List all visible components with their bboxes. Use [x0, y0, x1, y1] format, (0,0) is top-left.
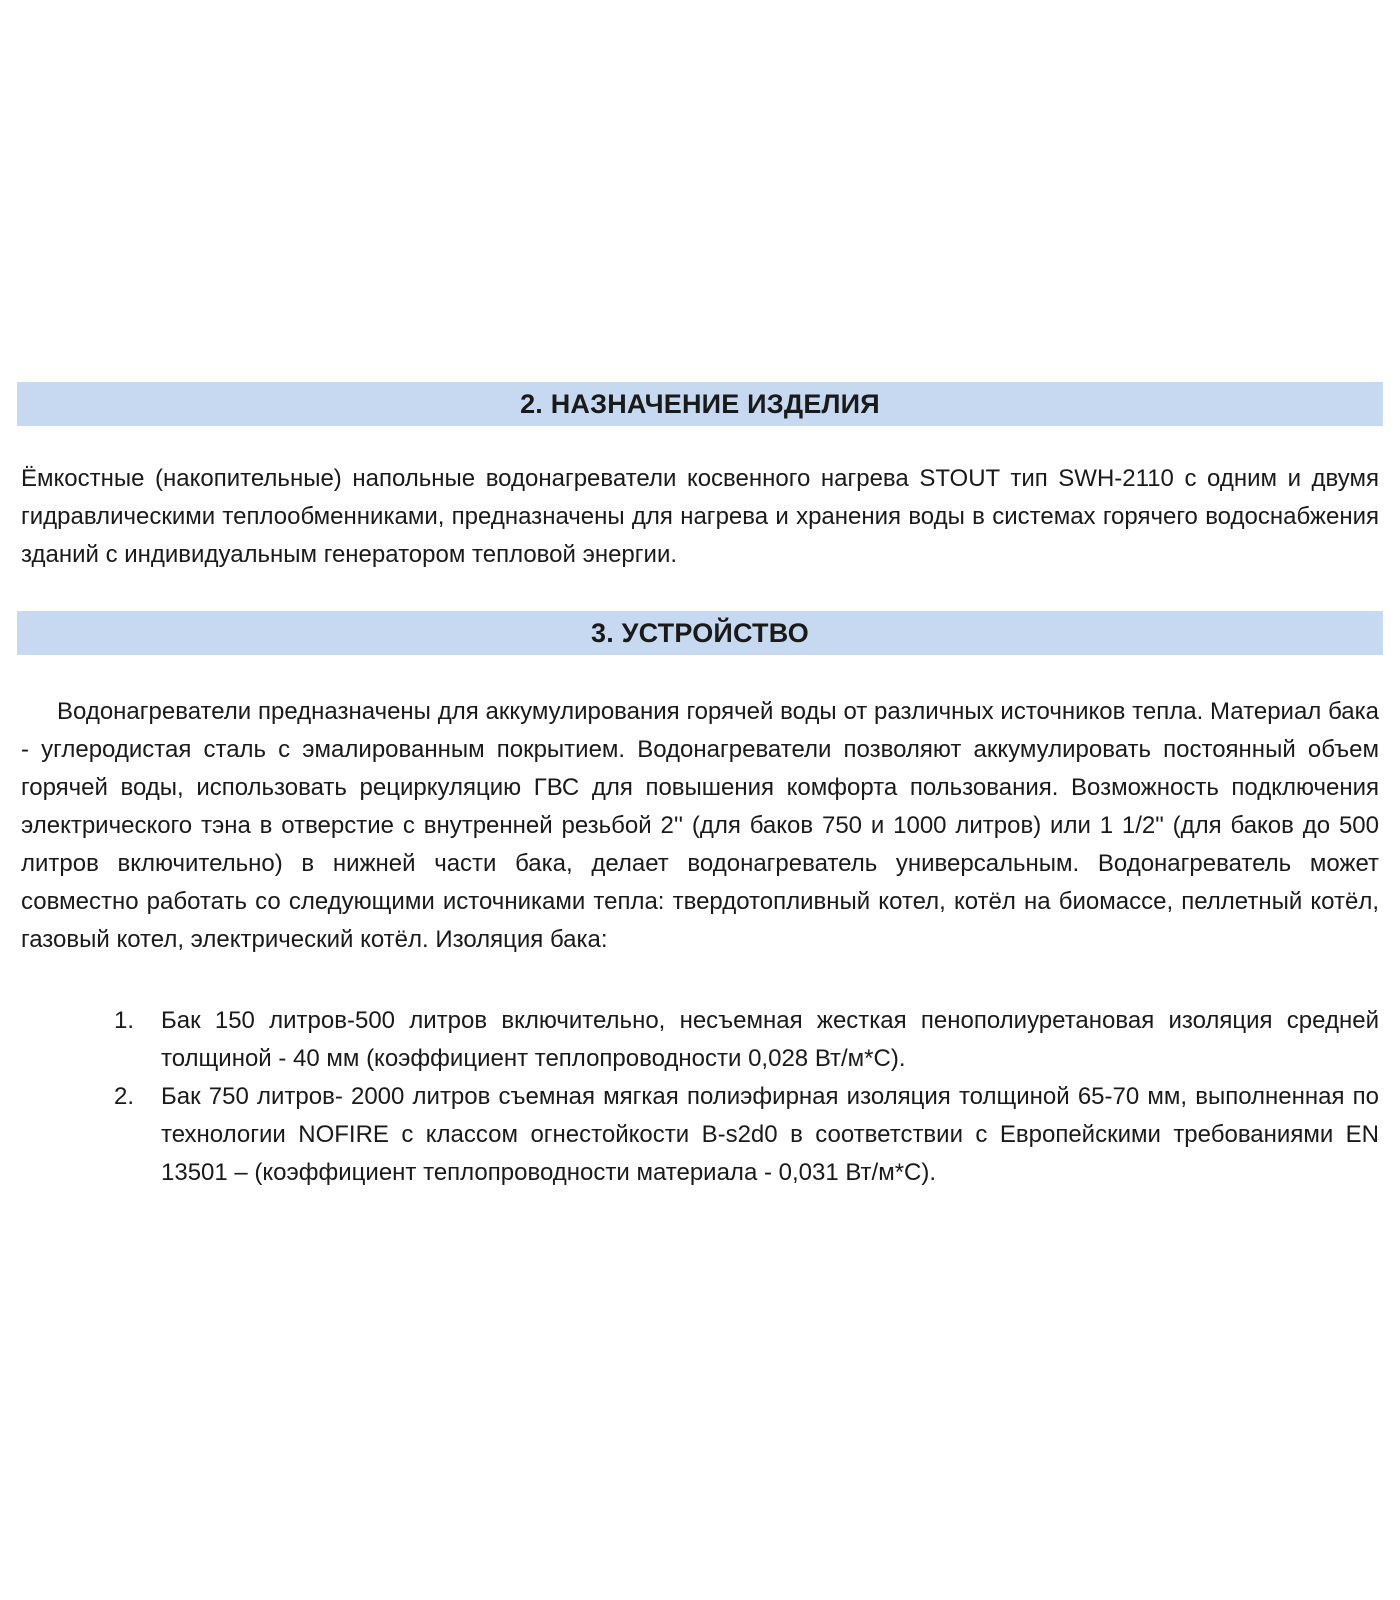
list-item-number: 1.: [114, 1007, 135, 1034]
section-header-purpose: 2. НАЗНАЧЕНИЕ ИЗДЕЛИЯ: [17, 382, 1383, 426]
section-header-device: 3. УСТРОЙСТВО: [17, 611, 1383, 655]
list-item-number: 2.: [114, 1083, 135, 1110]
insulation-list: [110, 1002, 1379, 1192]
list-item-text: Бак 750 литров- 2000 литров съемная мягкая полиэфирная изоляция толщиной 65-70 мм, выполненная по технологии NOFIRE с классом огнестойкости B-s2d0 в соответствии с Европейскими требованиями EN 13501 – (коэффициент теплопроводности материала - 0,031 Вт/м*С).: [161, 1083, 1379, 1186]
list-item-text: Бак 150 литров-500 литров включительно, несъемная жесткая пенополиуретановая изоляция средней толщиной - 40 мм (коэффициент теплопроводности 0,028 Вт/м*С).: [161, 1007, 1379, 1072]
purpose-paragraph: Ёмкостные (накопительные) напольные водонагреватели косвенного нагрева STOUT тип SWH-2110 с одним и двумя гидравлическими теплообменниками, предназначены для нагрева и хранения воды в системах горячего водоснабжения зданий с индивидуальным генератором тепловой энергии.: [21, 465, 1379, 568]
device-paragraph: Водонагреватели предназначены для аккумулирования горячей воды от различных источников тепла. Материал бака - углеродистая сталь с эмалированным покрытием. Водонагреватели позволяют аккумулировать постоянный объем горячей воды, использовать рециркуляцию ГВС для повышения комфорта пользования. Возможность подключения электрического тэна в отверстие с внутренней резьбой 2'' (для баков 750 и 1000 литров) или 1 1/2" (для баков до 500 литров включительно) в нижней части бака, делает водонагреватель универсальным. Водонагреватель может совместно работать со следующими источниками тепла: твердотопливный котел, котёл на биомассе, пеллетный котёл, газовый котел, электрический котёл. Изоляция бака:: [21, 698, 1379, 953]
list-item: [110, 1002, 1379, 1078]
list-item: [110, 1078, 1379, 1192]
